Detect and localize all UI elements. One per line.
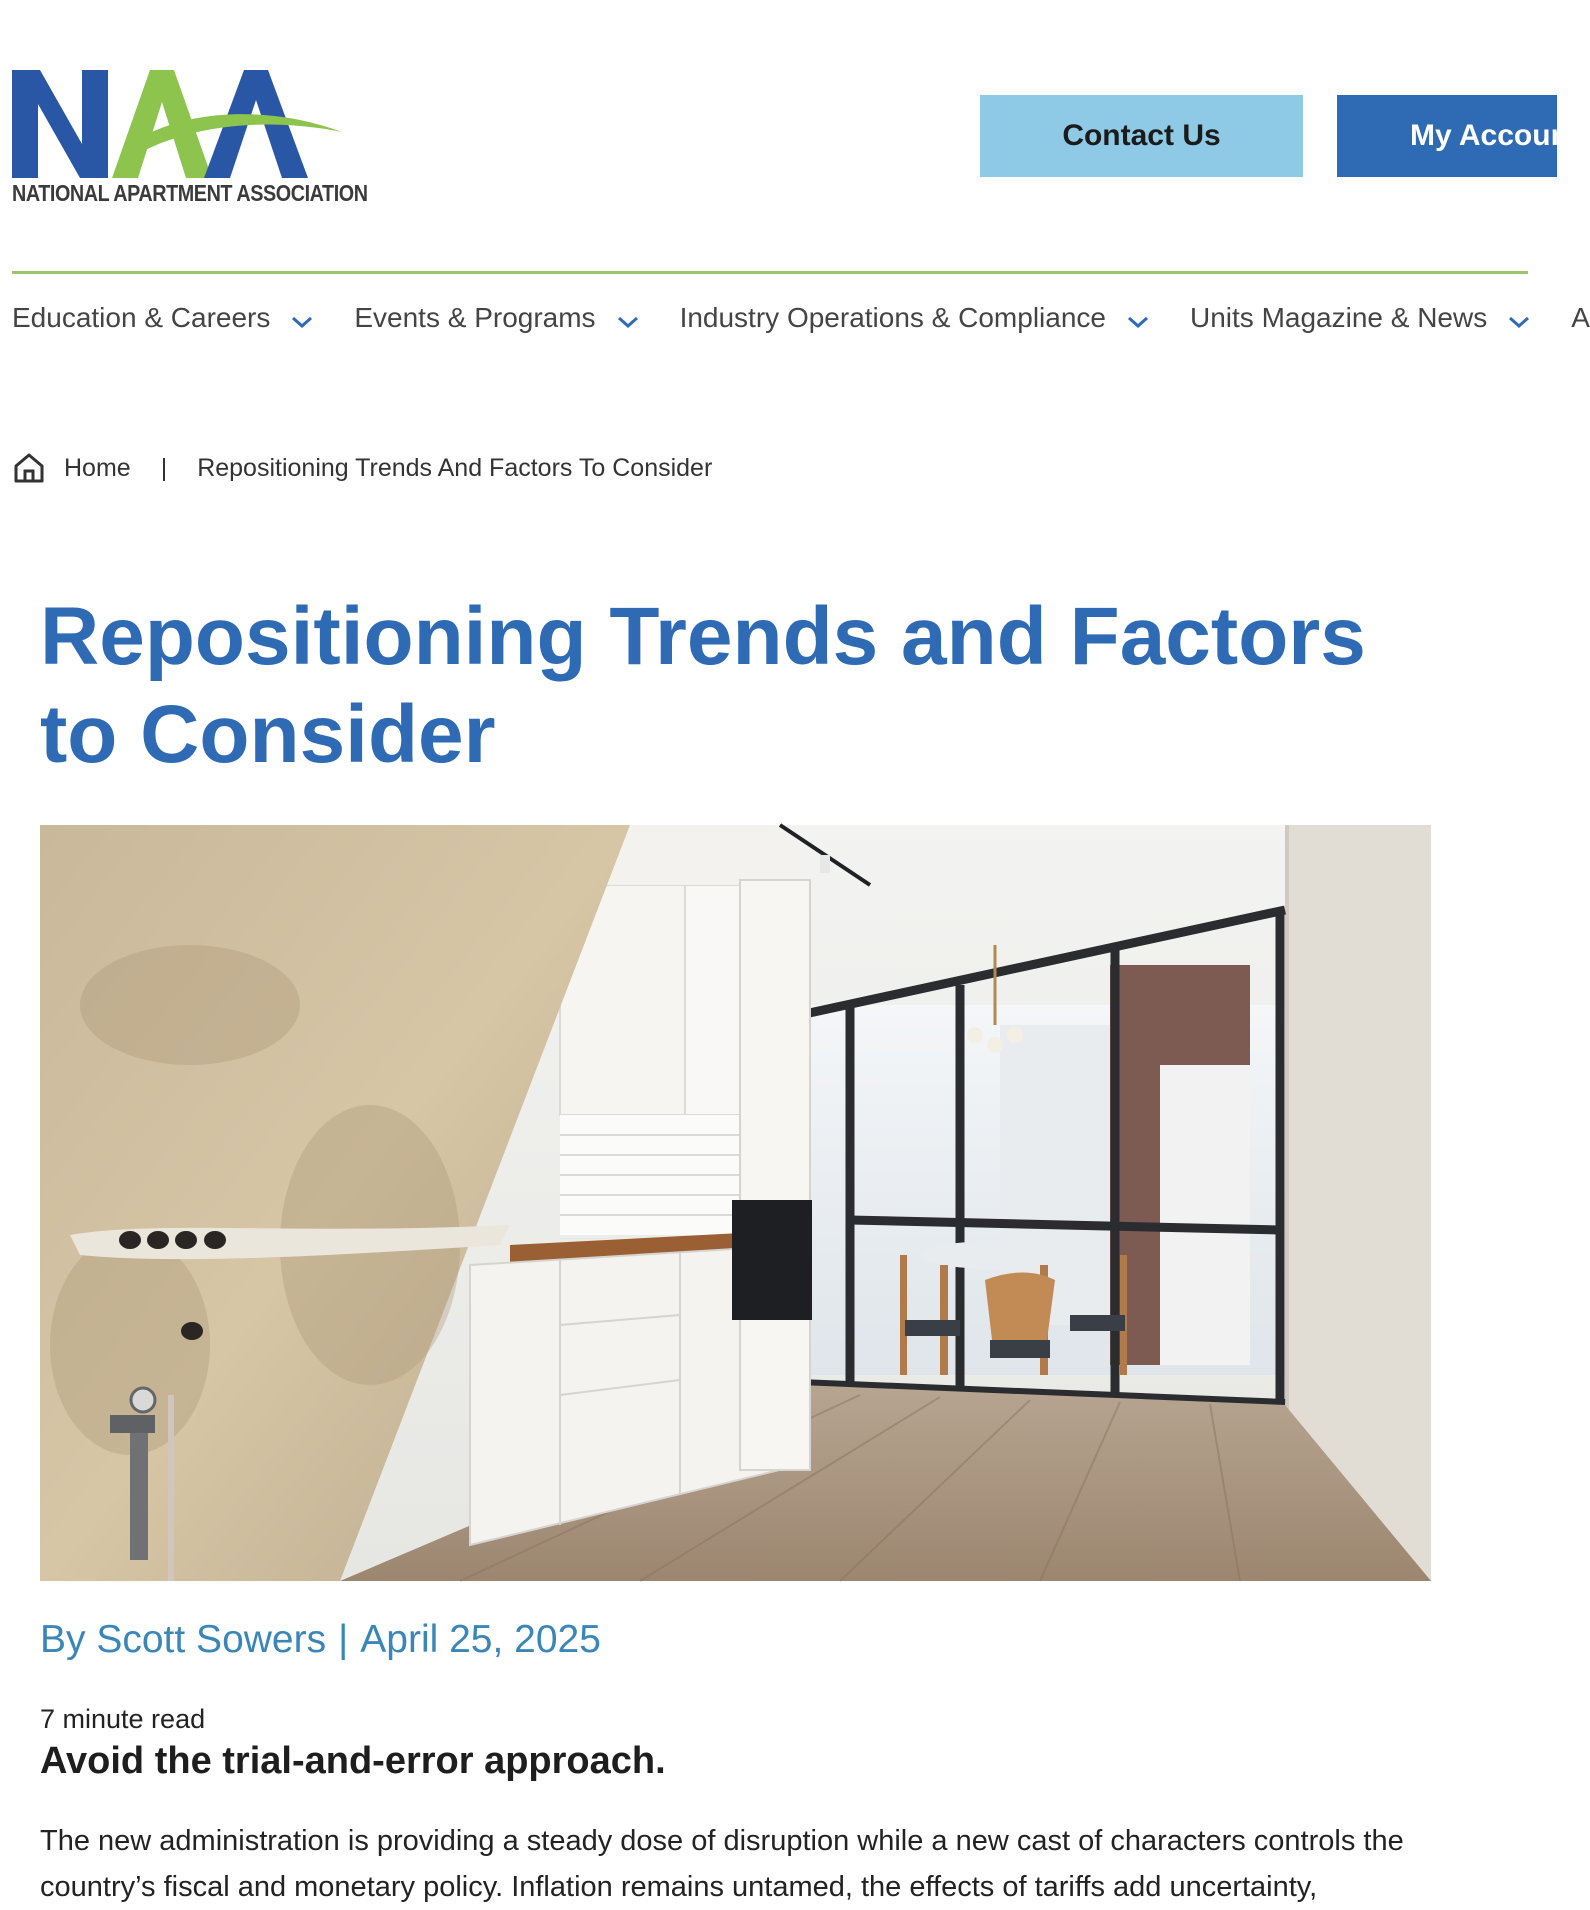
my-account-button[interactable]: My Account [1337,95,1557,177]
chevron-down-icon[interactable] [290,314,314,330]
byline-date: April 25, 2025 [360,1618,601,1661]
nav-item-label: A [1571,302,1590,333]
nav-item-units-magazine-news[interactable] [1190,302,1571,334]
nav-item-education-careers[interactable] [12,302,354,334]
nav-item-label: Events & Programs [354,302,596,333]
logo-subtitle: NATIONAL APARTMENT ASSOCIATION [12,180,368,206]
naa-logo[interactable] [12,66,368,214]
byline-author[interactable]: By Scott Sowers [40,1618,327,1661]
nav-item-truncated[interactable] [1571,302,1590,334]
article-byline [40,1618,601,1662]
chevron-down-icon[interactable] [616,314,640,330]
breadcrumb-current: Repositioning Trends And Factors To Consider [197,453,713,482]
nav-item-label: Industry Operations & Compliance [679,302,1106,333]
article-lede: Avoid the trial-and-error approach. [40,1740,666,1782]
nav-item-label: Units Magazine & News [1190,302,1488,333]
breadcrumb [12,448,712,488]
article-title: Repositioning Trends and Factors to Consider [40,591,1366,780]
nav-item-events-programs[interactable] [354,302,679,334]
article-body-paragraph: The new administration is providing a steady dose of disruption while a new cast of characters controls the country’s fiscal and monetary policy. Inflation remains untamed, the effects of tariffs add uncertainty, [40,1825,1404,1903]
read-time: 7 minute read [40,1704,206,1734]
nav-item-industry-operations[interactable] [680,302,1190,334]
contact-us-button[interactable]: Contact Us [980,95,1303,177]
home-icon[interactable] [12,451,46,485]
chevron-down-icon[interactable] [1507,314,1531,330]
breadcrumb-separator: | [160,453,168,482]
header-divider [12,271,1528,274]
main-nav [12,298,1590,338]
chevron-down-icon[interactable] [1126,314,1150,330]
hero-image [40,825,1431,1581]
naa-logo-mark [12,66,342,181]
breadcrumb-home-link[interactable]: Home [64,453,131,482]
byline-separator: | [338,1618,349,1661]
nav-item-label: Education & Careers [12,302,271,333]
